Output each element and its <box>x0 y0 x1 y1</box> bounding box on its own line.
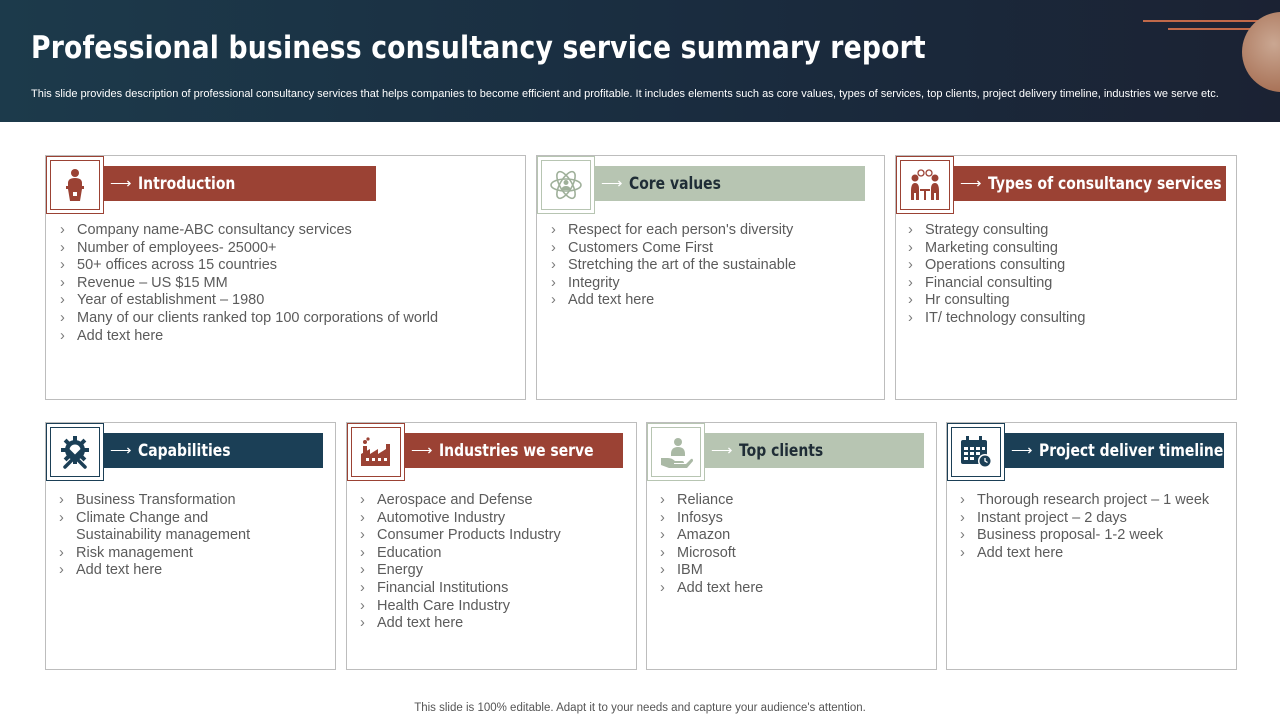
list-item: › Aerospace and Defense <box>357 492 629 510</box>
list-item: › Many of our clients ranked top 100 corporations of world <box>57 310 517 328</box>
top-clients-list <box>657 492 929 598</box>
list-item: › Microsoft <box>657 545 929 563</box>
core-values-header <box>595 166 865 201</box>
card-industries <box>346 422 637 670</box>
card-top-clients <box>646 422 937 670</box>
list-item: › Health Care Industry <box>357 598 629 616</box>
list-item: › Hr consulting <box>905 292 1230 310</box>
list-item: › Business Transformation <box>56 492 276 510</box>
list-item: › Automotive Industry <box>357 510 629 528</box>
timeline-header <box>1005 433 1224 468</box>
client-hand-icon <box>647 423 705 481</box>
arrow-right-icon: ⟶ <box>1011 442 1033 459</box>
arrow-right-icon: ⟶ <box>110 442 132 459</box>
list-item: › Add text here <box>657 580 929 598</box>
timeline-title: Project deliver timeline <box>1038 440 1223 461</box>
list-item: › Revenue – US $15 MM <box>57 275 517 293</box>
arrow-right-icon: ⟶ <box>601 175 623 192</box>
list-item: › Education <box>357 545 629 563</box>
arrow-right-icon: ⟶ <box>110 175 132 192</box>
list-item: › Customers Come First <box>548 240 878 258</box>
list-item: › Year of establishment – 1980 <box>57 292 517 310</box>
core-values-list <box>548 222 878 310</box>
list-item: › Reliance <box>657 492 929 510</box>
list-item: › Add text here <box>548 292 878 310</box>
timeline-list <box>957 492 1232 562</box>
introduction-list <box>57 222 517 345</box>
list-item: › Add text here <box>57 328 517 346</box>
industries-list <box>357 492 629 633</box>
types-title: Types of consultancy services <box>987 173 1222 194</box>
list-item: › Marketing consulting <box>905 240 1230 258</box>
factory-icon <box>347 423 405 481</box>
industries-title: Industries we serve <box>438 440 594 461</box>
arrow-right-icon: ⟶ <box>411 442 433 459</box>
atom-person-icon <box>537 156 595 214</box>
page-subtitle: This slide provides description of professional consultancy services that helps companies to become efficient and profitable. It includes elements such as core values, types of services, top clients, project delivery timeline, industries we serve etc. <box>31 88 1219 100</box>
core-values-title: Core values <box>628 173 721 194</box>
gear-tools-icon <box>46 423 104 481</box>
types-header <box>954 166 1226 201</box>
list-item: › Company name-ABC consultancy services <box>57 222 517 240</box>
list-item: › Add text here <box>357 615 629 633</box>
list-item: › Infosys <box>657 510 929 528</box>
list-item: › Add text here <box>957 545 1232 563</box>
list-item: › Add text here <box>56 562 276 580</box>
list-item: › 50+ offices across 15 countries <box>57 257 517 275</box>
card-introduction <box>45 155 526 400</box>
capabilities-list <box>56 492 276 580</box>
list-item: › Number of employees- 25000+ <box>57 240 517 258</box>
top-clients-title: Top clients <box>738 440 823 461</box>
list-item: › Integrity <box>548 275 878 293</box>
list-item: › Financial consulting <box>905 275 1230 293</box>
arrow-right-icon: ⟶ <box>960 175 982 192</box>
list-item: › Respect for each person's diversity <box>548 222 878 240</box>
list-item: › Strategy consulting <box>905 222 1230 240</box>
decorative-circle <box>1242 12 1280 92</box>
list-item: › Instant project – 2 days <box>957 510 1232 528</box>
calendar-clock-icon <box>947 423 1005 481</box>
footer-note: This slide is 100% editable. Adapt it to your needs and capture your audience's attention. <box>414 702 866 714</box>
consultation-meeting-icon <box>896 156 954 214</box>
list-item: › IT/ technology consulting <box>905 310 1230 328</box>
capabilities-header <box>104 433 323 468</box>
capabilities-title: Capabilities <box>137 440 231 461</box>
list-item: › Risk management <box>56 545 276 563</box>
speaker-podium-icon <box>46 156 104 214</box>
top-clients-header <box>705 433 924 468</box>
list-item: › IBM <box>657 562 929 580</box>
list-item: › Stretching the art of the sustainable <box>548 257 878 275</box>
list-item: › Climate Change and Sustainability management <box>56 510 276 545</box>
introduction-title: Introduction <box>137 173 235 194</box>
industries-header <box>405 433 623 468</box>
types-list <box>905 222 1230 328</box>
list-item: › Operations consulting <box>905 257 1230 275</box>
card-capabilities <box>45 422 336 670</box>
introduction-header <box>104 166 376 201</box>
header-banner <box>0 0 1280 122</box>
page-title: Professional business consultancy service summary report <box>31 30 926 66</box>
list-item: › Energy <box>357 562 629 580</box>
card-project-timeline <box>946 422 1237 670</box>
list-item: › Thorough research project – 1 week <box>957 492 1232 510</box>
card-core-values <box>536 155 885 400</box>
list-item: › Financial Institutions <box>357 580 629 598</box>
card-types-of-services <box>895 155 1237 400</box>
list-item: › Consumer Products Industry <box>357 527 629 545</box>
list-item: › Amazon <box>657 527 929 545</box>
arrow-right-icon: ⟶ <box>711 442 733 459</box>
list-item: › Business proposal- 1-2 week <box>957 527 1232 545</box>
